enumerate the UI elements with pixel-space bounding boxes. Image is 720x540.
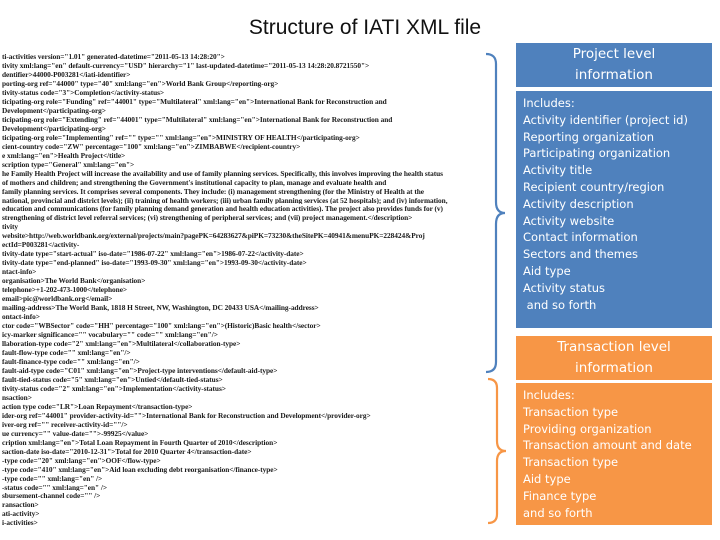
project-level-item: Activity website — [523, 213, 615, 228]
xml-line: cription xml:lang="en">Total Loan Repayment in Fourth Quarter of 2010</description> — [2, 437, 278, 447]
xml-line: tivity-status code="3">Completion</activity-status> — [2, 87, 165, 97]
transaction-level-item: Transaction type — [523, 455, 619, 470]
xml-line: strengthening of district level referral services; (vi) strengthening of peripheral services; and (vii) project management.</description> — [2, 213, 413, 223]
xml-line: website>http://web.worldbank.org/external/projects/main?pagePK=64283627&piPK=73230&theSitePK=40941&menuPK=228424&Proj — [2, 231, 425, 241]
transaction-level-item: Transaction amount and date — [523, 438, 692, 453]
transaction-level-list — [516, 383, 712, 525]
project-level-header — [516, 43, 712, 87]
project-level-item: Activity description — [523, 196, 634, 211]
xml-line: tivity — [2, 222, 19, 232]
transaction-level-header-line2: information — [575, 360, 653, 376]
xml-line: ider-org ref="44001" provider-activity-id="">International Bank for Reconstruction and Development</provider-org> — [2, 410, 371, 420]
xml-line: ctor code="WBSector" code="HH" percentage="100" xml:lang="en">(Historic)Basic health</sector> — [2, 321, 321, 331]
xml-line: ransaction> — [2, 500, 39, 510]
xml-line: Development</participating-org> — [2, 105, 106, 115]
xml-line: fault-flow-type code="" xml:lang="en"/> — [2, 347, 131, 357]
xml-line: fault-tied-status code="5" xml:lang="en">Untied</default-tied-status> — [2, 374, 223, 384]
xml-line: ti-activities version="1.01" generated-datetime="2011-05-13 14:28:20"> — [2, 52, 225, 61]
xml-line: of mothers and children; and strengthening the Government's institutional capacity to plan, manage and evaluate health and — [2, 177, 387, 187]
transaction-level-item: Finance type — [523, 488, 597, 503]
xml-line: Development</participating-org> — [2, 123, 106, 133]
xml-line: ticipating-org role="Implementing" ref="" type="" xml:lang="en">MINISTRY OF HEALTH</participating-org> — [2, 132, 360, 142]
xml-line: saction-date iso-date="2010-12-31">Total for 2010 Quarter 4</transaction-date> — [2, 446, 252, 456]
xml-line: i-activities> — [2, 518, 38, 526]
transaction-level-item: and so forth — [523, 505, 593, 520]
xml-line: education and communications (for family planning demand generation and health education activities). The project also provides funds for (v) — [2, 204, 443, 214]
xml-line: scription type="General" xml:lang="en"> — [2, 159, 135, 169]
transaction-level-header — [516, 336, 712, 380]
project-level-header-line2: information — [575, 67, 653, 83]
transaction-level-item: Aid type — [523, 471, 571, 486]
xml-line: cient-country code="ZW" percentage="100" xml:lang="en">ZIMBABWE</recipient-country> — [2, 141, 301, 151]
transaction-level-item: Providing organization — [523, 421, 652, 436]
xml-line: icy-marker significance="" vocabulary="" code="" xml:lang="en"/> — [2, 330, 218, 339]
xml-line: mailing-address>The World Bank, 1818 H Street, NW, Washington, DC 20433 USA</mailing-address> — [2, 303, 319, 313]
xml-line: organisation>The World Bank</organisation> — [2, 276, 146, 286]
xml-line: fault-finance-type code="" xml:lang="en"/> — [2, 356, 140, 366]
xml-line: action type code="LR">Loan Repayment</transaction-type> — [2, 401, 193, 411]
xml-line: tivity-date type="start-actual" iso-date="1986-07-22" xml:lang="en">1986-07-22</activity-date> — [2, 249, 304, 259]
xml-line: telephone>+1-202-473-1000</telephone> — [2, 285, 128, 295]
xml-line: family planning services. It comprises several components. They include: (i) management strengthening (for the Ministry of Health at the — [2, 186, 424, 196]
project-level-item: Contact information — [523, 230, 638, 245]
xml-line: dentifier>44000-P003281</iati-identifier> — [2, 69, 131, 79]
xml-line: -status code="" xml:lang="en" /> — [2, 482, 107, 492]
xml-line: ontact-info> — [2, 312, 40, 322]
project-level-item: Recipient country/region — [523, 179, 665, 194]
xml-line: sbursement-channel code="" /> — [2, 491, 101, 501]
xml-line: tivity xml:lang="en" default-currency="USD" hierarchy="1" last-updated-datetime="2011-05-13 14:28:20.8721550"> — [2, 60, 370, 70]
project-level-item: and so forth — [523, 297, 597, 312]
xml-line: tivity-status code="2" xml:lang="en">Implementation</activity-status> — [2, 383, 226, 393]
xml-line: ati-activity> — [2, 509, 40, 519]
project-brace — [484, 52, 508, 374]
xml-line: e xml:lang="en">Health Project</title> — [2, 150, 126, 160]
xml-line: ntact-info> — [2, 267, 37, 277]
xml-line: llaboration-type code="2" xml:lang="en">Multilateral</collaboration-type> — [2, 339, 241, 348]
xml-code-panel — [2, 52, 500, 526]
slide-title: Structure of IATI XML file — [248, 16, 482, 39]
xml-line: -type code="410" xml:lang="en">Aid loan excluding debt reorganisation</finance-type> — [2, 464, 278, 474]
xml-line: ticipating-org role="Funding" ref="44001" type="Multilateral" xml:lang="en">International Bank for Reconstruction and — [2, 96, 387, 106]
project-level-item: Activity title — [523, 163, 593, 178]
project-level-item: Activity identifier (project id) — [523, 112, 688, 127]
xml-line: fault-aid-type code="C01" xml:lang="en">Project-type interventions</default-aid-type> — [2, 365, 278, 375]
xml-line: iver-org ref="" receiver-activity-id=""/> — [2, 419, 128, 429]
project-level-item: Includes: — [523, 96, 575, 110]
project-level-header-line1: Project level — [572, 46, 656, 62]
project-level-item: Aid type — [523, 263, 571, 278]
project-level-list — [516, 91, 712, 328]
xml-line: he Family Health Project will increase the availability and use of family planning services. Specifically, this involves improving the health status — [2, 168, 443, 178]
xml-line: porting-org ref="44000" type="40" xml:lang="en">World Bank Group</reporting-org> — [2, 78, 279, 88]
xml-line: email>pic@worldbank.org</email> — [2, 294, 113, 304]
project-level-item: Participating organization — [523, 146, 671, 161]
xml-line: national, provincial and district levels); (ii) training of health workers; (iii) urban family planning services (at 52 hospitals); and (iv) information, — [2, 195, 448, 205]
transaction-level-item: Transaction type — [523, 404, 619, 419]
project-level-item: Reporting organization — [523, 129, 655, 144]
project-level-item: Sectors and themes — [523, 247, 639, 262]
xml-line: -type code="" xml:lang="en" /> — [2, 473, 103, 483]
project-level-item: Activity status — [523, 280, 605, 295]
xml-line: ue currency="" value-date="">-99925</value> — [2, 428, 149, 438]
xml-line: nsaction> — [2, 392, 32, 402]
xml-line: -type code="20" xml:lang="en">OOF</flow-type> — [2, 455, 161, 465]
transaction-level-item: Includes: — [523, 388, 575, 402]
transaction-brace — [486, 377, 510, 525]
xml-line: ticipating-org role="Extending" ref="44001" type="Multilateral" xml:lang="en">International Bank for Reconstruction and — [2, 114, 393, 124]
xml-line: tivity-date type="end-planned" iso-date="1993-09-30" xml:lang="en">1993-09-30</activity-date> — [2, 258, 307, 268]
xml-line: ectId=P003281</activity- — [2, 240, 80, 250]
transaction-level-header-line1: Transaction level — [557, 339, 671, 355]
